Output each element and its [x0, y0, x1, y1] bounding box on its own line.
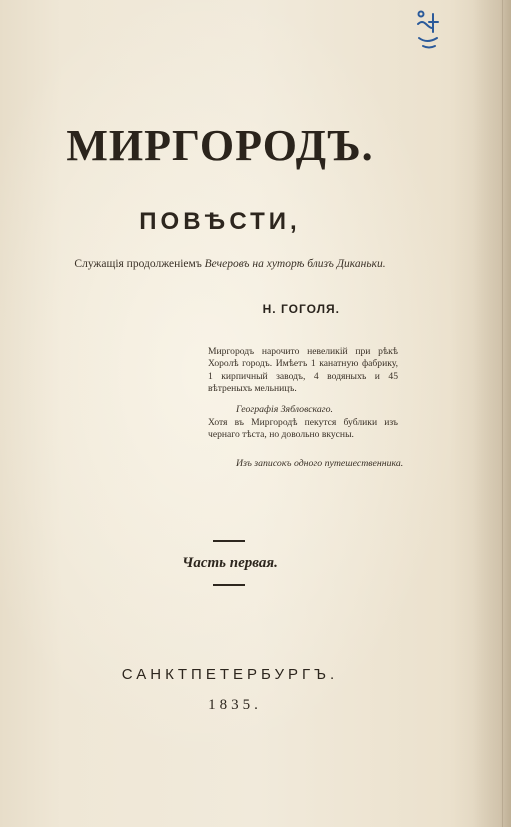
epigraph-text: Миргородъ нарочито невеликій при рѣкѣ Хоролѣ городъ. Имѣетъ 1 канатную фабрику, 1 кирпичный заводъ, 4 водяныхъ и 45 вѣтреныхъ мельницъ.: [208, 346, 398, 395]
imprint-year: 1835.: [208, 697, 262, 713]
page-fold-line: [502, 0, 503, 827]
author-name: Н. ГОГОЛЯ.: [262, 302, 340, 316]
page-edge-shadow: [473, 0, 511, 827]
book-subtitle: ПОВѢСТИ,: [139, 208, 301, 235]
epigraph-source: Изъ записокъ одного путешественника.: [236, 458, 404, 469]
continuation-prefix: Служащія продолженіемъ: [74, 258, 202, 270]
continuation-line: [0, 258, 460, 270]
epigraph-text: Хотя въ Миргородѣ пекутся бублики изъ чернаго тѣста, но довольно вкусны.: [208, 417, 398, 441]
divider-rule: [213, 584, 245, 586]
library-ink-mark-icon: [413, 8, 447, 52]
imprint-city: САНКТПЕТЕРБУРГЪ.: [121, 666, 339, 683]
volume-part-label: Часть первая.: [182, 555, 278, 571]
continuation-work-title: Вечеровъ на хуторѣ близъ Диканьки.: [204, 258, 386, 270]
book-title: МИРГОРОДЪ.: [66, 121, 374, 170]
epigraph-source: Географія Зябловскаго.: [236, 404, 333, 415]
divider-rule: [213, 540, 245, 542]
